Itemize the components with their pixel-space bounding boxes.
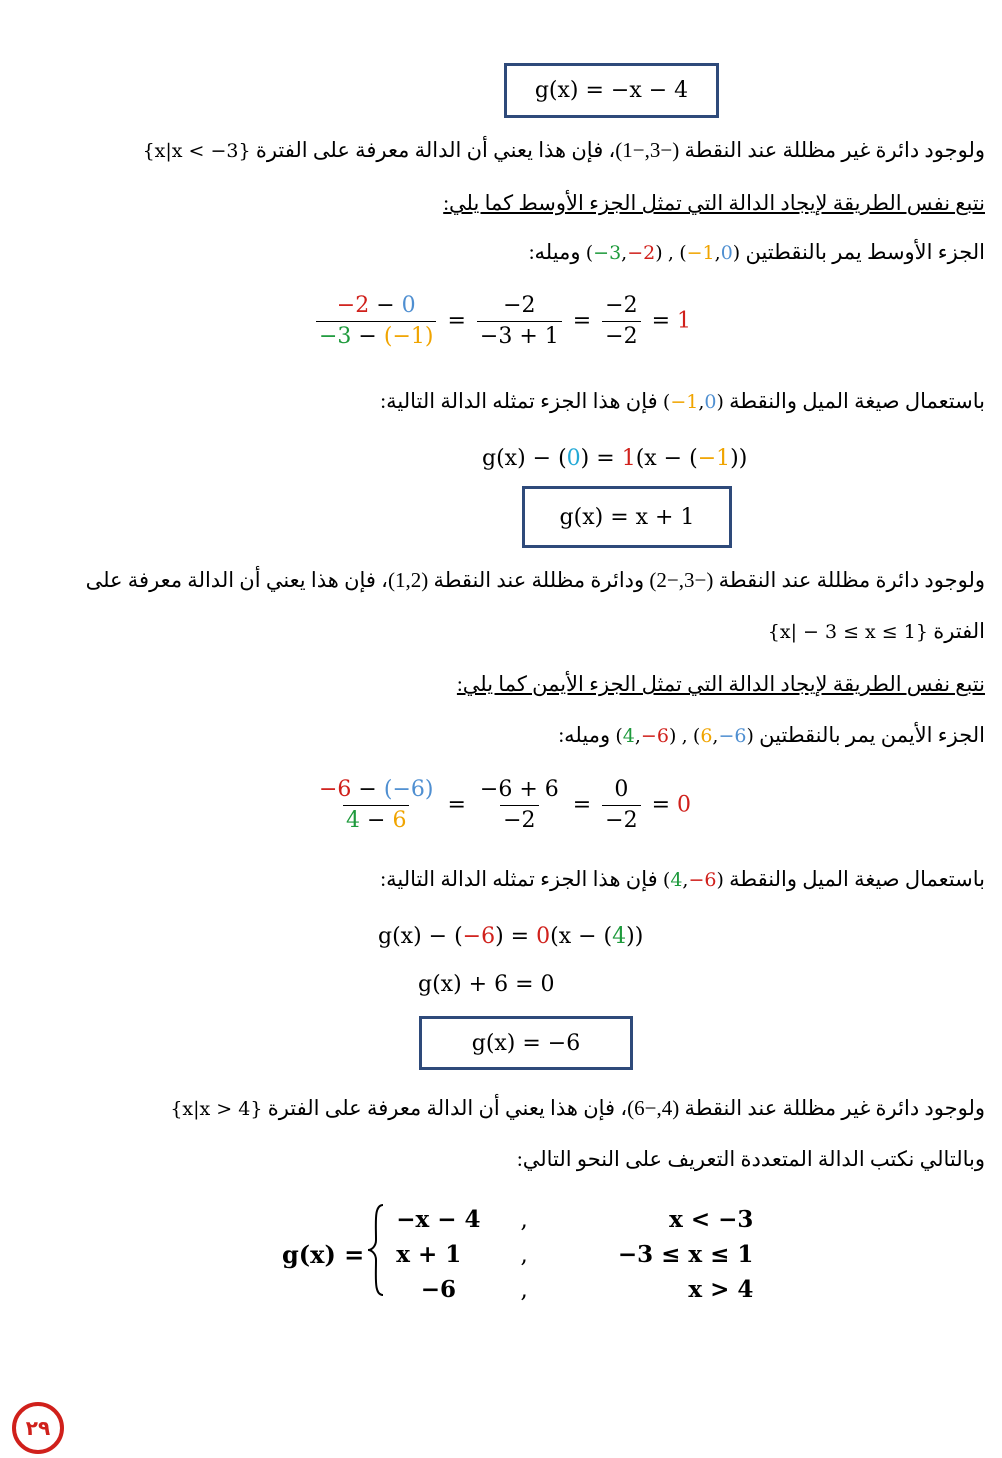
right-use-formula-sentence <box>380 865 985 894</box>
right-point-slope-equation: g(x) − (−6) = 0(x − (4)) <box>378 924 644 949</box>
middle-point-slope-equation: g(x) − (0) = 1(x − (−1)) <box>482 446 748 471</box>
point-separator-2: , <box>681 725 688 747</box>
domain-set-middle: {x| − 3 ≤ x ≤ 1} <box>767 621 928 643</box>
right-slope-word: وميله: <box>558 723 611 747</box>
piecewise-sep-2: , <box>520 1241 528 1268</box>
result-left-equation: g(x) = −x − 4 <box>534 78 689 103</box>
page-number-badge <box>12 1402 64 1454</box>
right-point-2: (6,−6) <box>692 725 754 747</box>
piecewise-expr-2: x + 1 <box>396 1240 462 1268</box>
right-slope-fraction-1: $\frac{-6 - (-6)}{4 - 6}$ <box>316 775 436 836</box>
piecewise-sep-3: , <box>520 1276 528 1303</box>
result-box-left-part <box>504 63 719 118</box>
piecewise-sep-1: , <box>520 1206 528 1233</box>
piecewise-lhs: g(x) = <box>282 1239 365 1269</box>
right-slope-value: 0 <box>677 792 692 818</box>
middle-slope-calculation: $\frac{-2 - 0}{-3 - (-1)}$ = $\frac{-2}{-3 + 1}$ = $\frac{-2}{-2}$ = 1 <box>312 291 691 352</box>
piecewise-expr-1: −x − 4 <box>396 1205 481 1233</box>
right-slope-fraction-3: $\frac{0}{-2}$ <box>602 775 640 836</box>
middle-points-sentence <box>529 238 985 267</box>
middle-use-point: (−1,0) <box>662 391 724 413</box>
right-use-point: (4,−6) <box>662 869 724 891</box>
piecewise-function <box>272 1202 763 1307</box>
piecewise-cond-1: x < −3 <box>669 1205 754 1233</box>
result-middle-equation: g(x) = x + 1 <box>559 504 695 530</box>
piecewise-brace <box>366 1202 386 1307</box>
domain-sentence-left <box>143 136 985 165</box>
domain-set-right: {x|x > 4} <box>170 1098 263 1120</box>
middle-point-1: (−3,−2) <box>585 242 663 264</box>
domain-sentence-right-text: ولوجود دائرة غير مظللة عند النقطة (4,−6)، فإن هذا يعني أن الدالة معرفة على الفترة <box>267 1096 985 1120</box>
middle-points-text: الجزء الأوسط يمر بالنقطتين <box>745 240 985 264</box>
domain-sentence-left-text: ولوجود دائرة غير مظللة عند النقطة (−3,−1)، فإن هذا يعني أن الدالة معرفة على الفترة <box>255 138 985 162</box>
result-box-right-part <box>419 1016 633 1070</box>
middle-slope-fraction-3: $\frac{-2}{-2}$ <box>602 291 640 352</box>
middle-use-text-b: فإن هذا الجزء تمثله الدالة التالية: <box>380 389 658 413</box>
middle-use-text-a: باستعمال صيغة الميل والنقطة <box>729 389 985 413</box>
middle-slope-value: 1 <box>677 308 692 334</box>
piecewise-cond-3: x > 4 <box>688 1275 754 1303</box>
conclusion-sentence: وبالتالي نكتب الدالة المتعددة التعريف على النحو التالي: <box>516 1147 985 1171</box>
right-use-text-b: فإن هذا الجزء تمثله الدالة التالية: <box>380 867 658 891</box>
right-points-text: الجزء الأيمن يمر بالنقطتين <box>759 723 985 747</box>
domain-sentence-middle: ولوجود دائرة مظللة عند النقطة (−3,−2) ودائرة مظللة عند النقطة (1,2)، فإن هذا يعني أن الدالة معرفة على <box>85 568 985 592</box>
domain-sentence-right <box>170 1094 985 1123</box>
result-right-equation: g(x) = −6 <box>471 1030 581 1056</box>
point-separator: , <box>667 242 674 264</box>
heading-middle-part: نتبع نفس الطريقة لإيجاد الدالة التي تمثل الجزء الأوسط كما يلي: <box>443 191 985 215</box>
right-points-sentence <box>558 721 985 750</box>
right-slope-calculation: $\frac{-6 - (-6)}{4 - 6}$ = $\frac{-6 + 6}{-2}$ = $\frac{0}{-2}$ = 0 <box>312 775 691 836</box>
heading-right-part: نتبع نفس الطريقة لإيجاد الدالة التي تمثل الجزء الأيمن كما يلي: <box>456 672 985 696</box>
domain-set-left: {x|x < −3} <box>142 140 251 162</box>
domain-sentence-middle-line2 <box>768 617 985 646</box>
interval-word: الفترة <box>933 619 985 643</box>
middle-use-formula-sentence <box>380 387 985 416</box>
middle-slope-word: وميله: <box>528 240 581 264</box>
page-number: ٢٩ <box>25 1416 51 1440</box>
right-use-text-a: باستعمال صيغة الميل والنقطة <box>729 867 985 891</box>
result-box-middle-part <box>522 486 732 548</box>
piecewise-cond-2: −3 ≤ x ≤ 1 <box>617 1240 754 1268</box>
left-brace-icon <box>366 1202 386 1298</box>
right-slope-fraction-2: $\frac{-6 + 6}{-2}$ <box>477 775 562 836</box>
middle-slope-fraction-2: $\frac{-2}{-3 + 1}$ <box>477 291 562 352</box>
middle-point-2: (−1,0) <box>679 242 741 264</box>
right-simplified-equation: g(x) + 6 = 0 <box>418 972 555 997</box>
middle-slope-fraction-1: $\frac{-2 - 0}{-3 - (-1)}$ <box>316 291 436 352</box>
piecewise-expr-3: −6 <box>420 1275 457 1303</box>
right-point-1: (4,−6) <box>615 725 677 747</box>
